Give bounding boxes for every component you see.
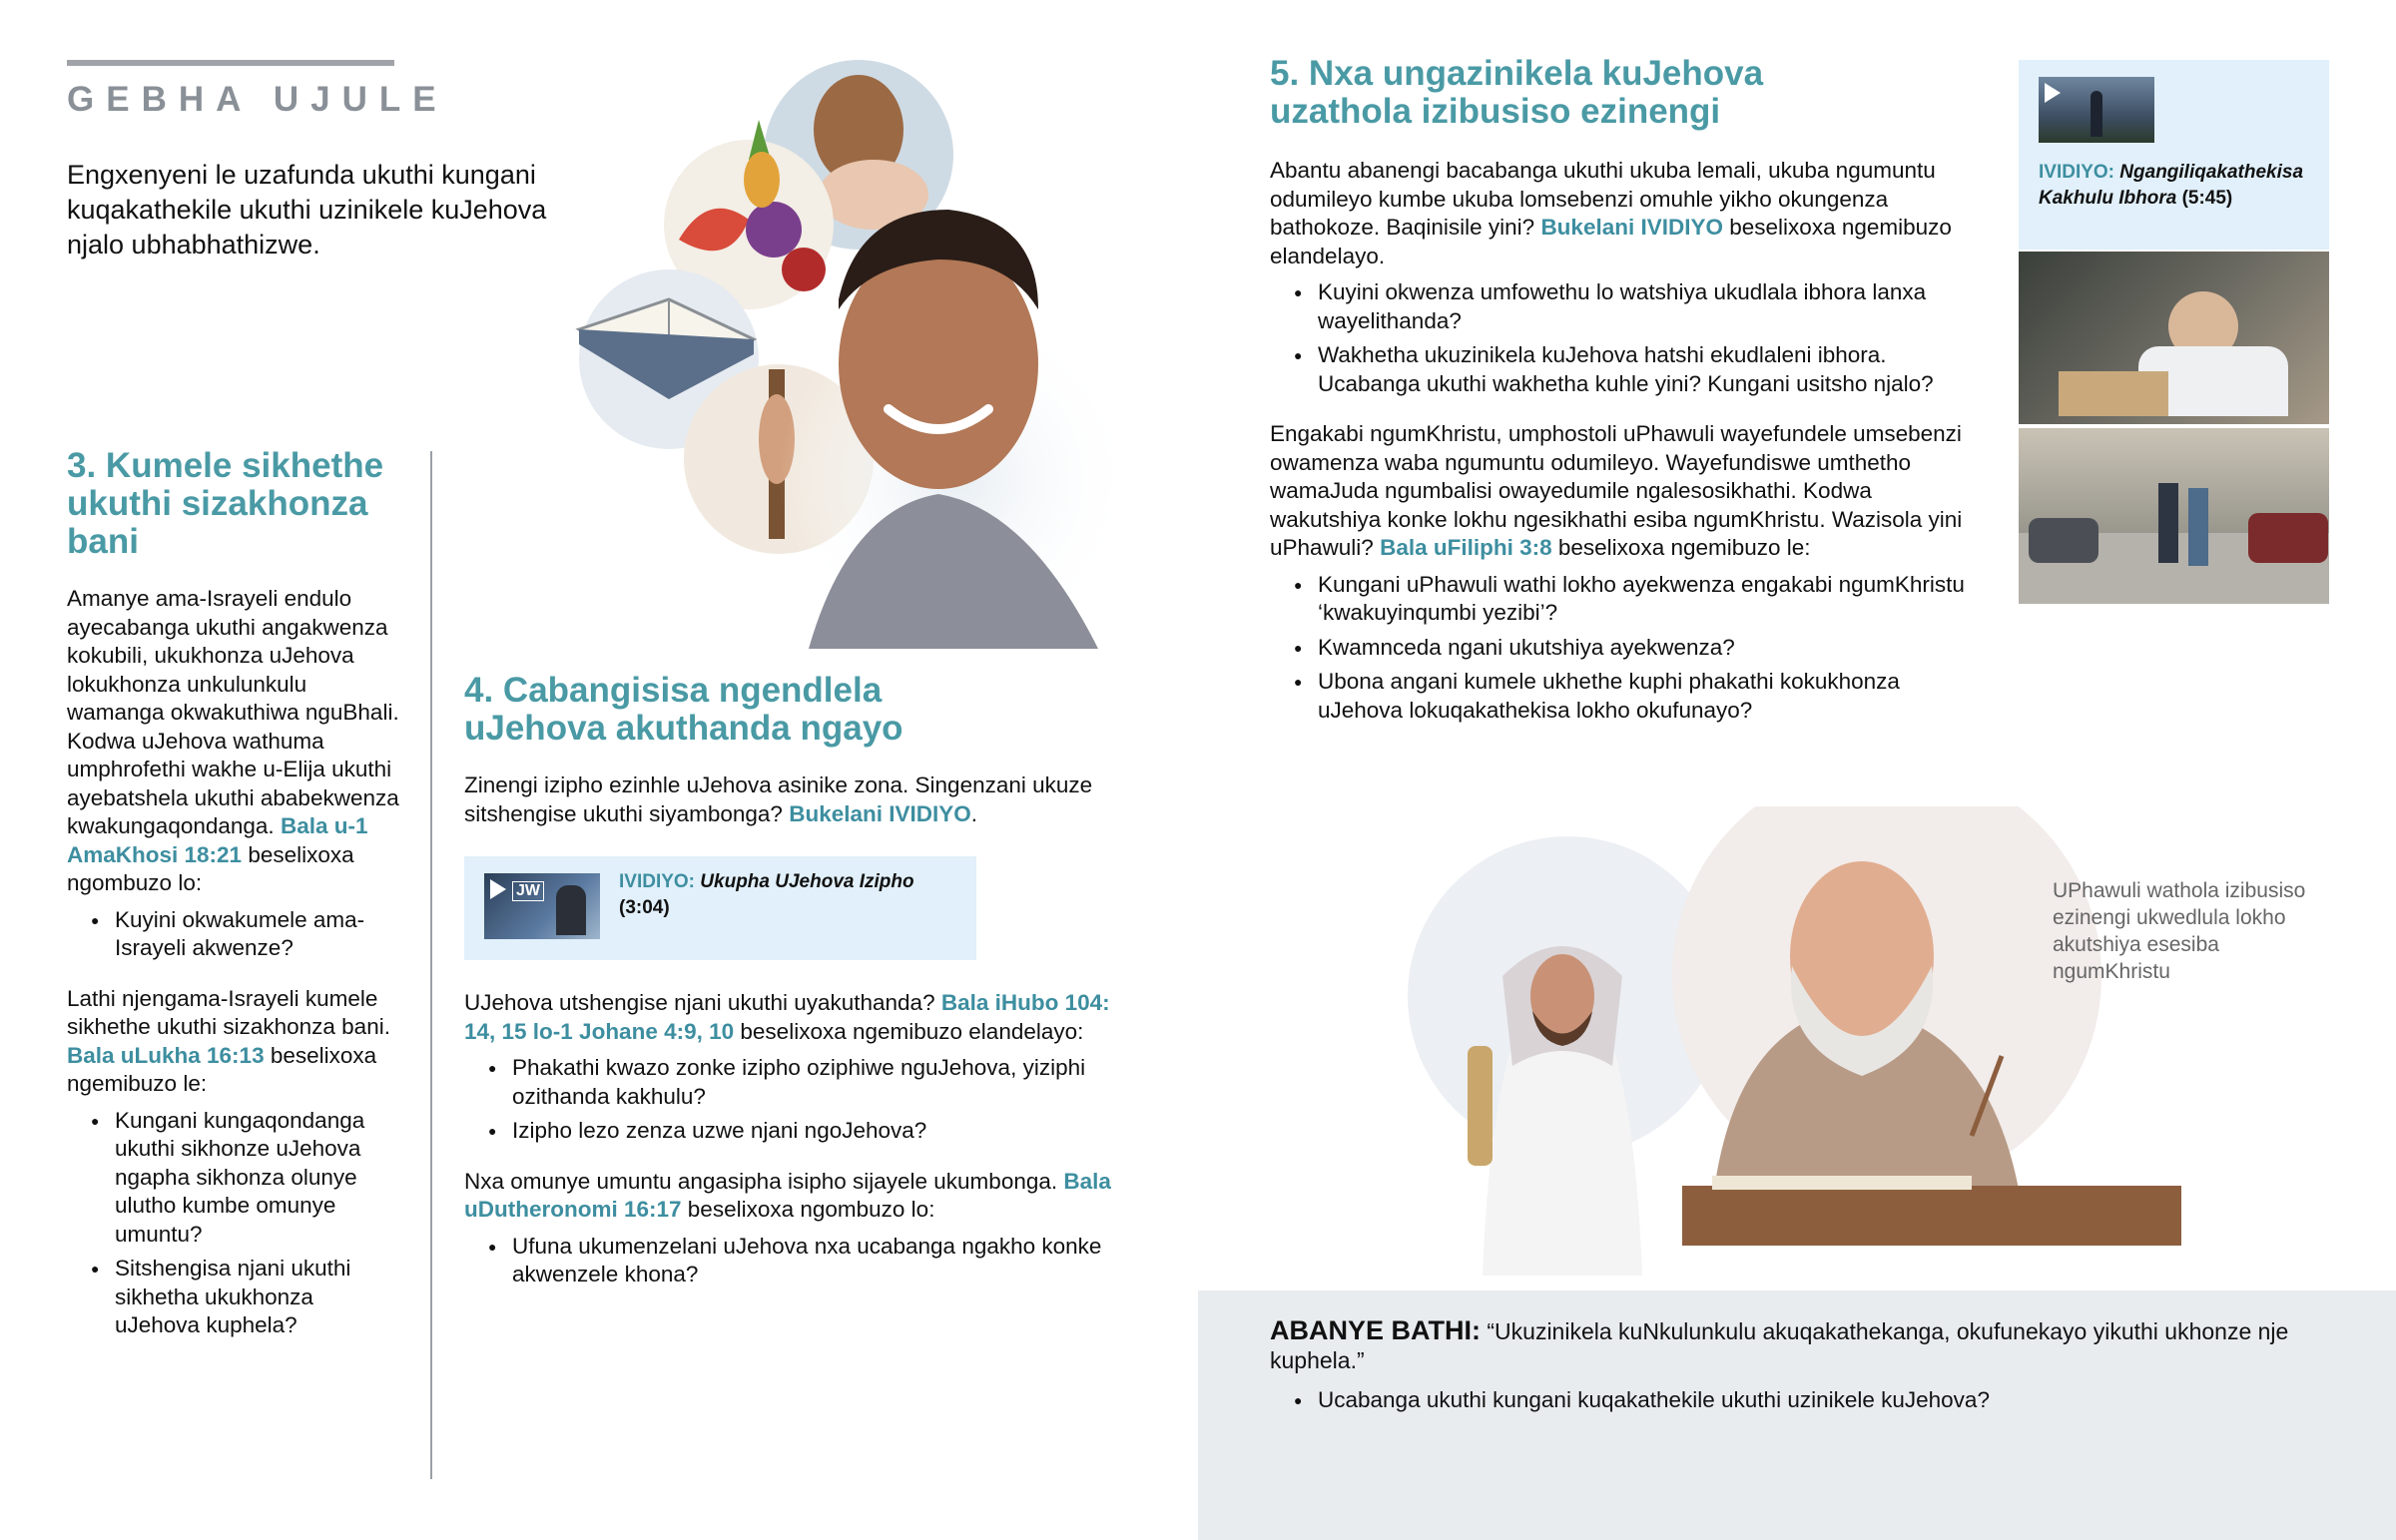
video-label: IVIDIYO: <box>2039 162 2115 183</box>
header-rule <box>67 60 394 66</box>
section5-questions-2 <box>1270 571 1979 726</box>
question-item: ● Kungani kungaqondanga ukuthi sikhonze uJehova ngapha sikhonza olunye ulutho kumbe omunye umuntu? <box>115 1107 401 1250</box>
video-duration: (5:45) <box>2181 188 2233 209</box>
player-figure <box>2091 91 2102 137</box>
section5-title: 5. Nxa ungazinikela kuJehova uzathola izibusiso ezinengi <box>1270 54 1764 131</box>
section4-body-2 <box>464 989 1123 1295</box>
video-label: IVIDIYO: <box>619 871 696 892</box>
section3-p2: Lathi njengama-Israyeli kumele sikhethe ukuthi sizakhonza bani. <box>67 985 390 1039</box>
section5-p2: Engakabi ngumKhristu, umphostoli uPhawuli wayefundele umsebenzi owamenza waba ngumuntu odumileyo. Wayefundiswe umthetho wamaJuda ngumbalisi owayedumile ngalesosikhathi. Kodwa wakutshiya konke lokhu ngesikhathi esiba ngumKhristu. Wazisola yini uPhawuli? <box>1270 421 1963 560</box>
section4-p2-scripture-link[interactable]: Bala iHubo 104: 14, 15 lo-1 Johane 4:9, 10 <box>464 990 1110 1044</box>
question-item: ● Ubona angani kumele ukhethe kuphi phakathi kokukhonza uJehova lokuqakathekisa lokho okufunayo? <box>1318 668 1979 725</box>
presenter-figure <box>556 885 586 935</box>
section5-questions-1 <box>1270 278 1979 398</box>
section3-p2-end: beselixoxa ngemibuzo le: <box>67 1042 377 1096</box>
section4-p3-scripture-link[interactable]: Bala uDutheronomi 16:17 <box>464 1168 1111 1222</box>
video-duration: (3:04) <box>619 897 670 918</box>
section4-p2-end: beselixoxa ngemibuzo elandelayo: <box>740 1018 1084 1044</box>
section4-questions-1 <box>464 1054 1123 1146</box>
section3-p1-end: beselixoxa ngombuzo lo: <box>67 841 354 895</box>
section5-body <box>1270 157 1979 731</box>
section5-video-link[interactable]: Bukelani IVIDIYO <box>1540 215 1723 240</box>
section4-body: Zinengi izipho ezinhle uJehova asinike zona. Singenzani ukuze sitshengise ukuthi siyambonga? Bukelani IVIDIYO. <box>464 772 1093 826</box>
video-thumbnail[interactable] <box>484 873 600 939</box>
question-item: ● Ufuna ukumenzelani uJehova nxa ucabanga ngakho konke akwenzele khona? <box>512 1233 1123 1289</box>
question-item: ● Kungani uPhawuli wathi lokho ayekwenza engakabi ngumKhristu ‘kwakuyinqumbi yezibi’? <box>1318 571 1979 628</box>
section3-body <box>67 585 401 1346</box>
section5-p1-end: beselixoxa ngemibuzo elandelayo. <box>1270 215 1952 268</box>
section3-p2-scripture-link[interactable]: Bala uLukha 16:13 <box>67 1042 265 1068</box>
footer-label: ABANYE BATHI: <box>1270 1315 1481 1345</box>
section4-video-card[interactable] <box>464 856 976 960</box>
question-item: ● Kuyini okwenza umfowethu lo watshiya ukudlala ibhora lanxa wayelithanda? <box>1318 278 1979 335</box>
question-item: ● Phakathi kwazo zonke izipho oziphiwe nguJehova, yiziphi ozithanda kakhulu? <box>512 1054 1123 1111</box>
section3-title: 3. Kumele sikhethe ukuthi sizakhonza bani <box>67 446 384 561</box>
question-item: ● Sitshengisa njani ukuthi sikhetha ukukhonza uJehova kuphela? <box>115 1255 401 1340</box>
question-item: ● Wakhetha ukuzinikela kuJehova hatshi ekudlaleni ibhora. Ucabanga ukuthi wakhetha kuhle yini? Kungani usitsho njalo? <box>1318 341 1979 398</box>
section4-video-link[interactable]: Bukelani IVIDIYO <box>789 800 971 826</box>
footer-quote: “Ukuzinikela kuNkulunkulu akuqakathekanga, okufunekayo yikuthi ukhonze nje kuphela.” <box>1270 1318 2289 1373</box>
photo-street-scene <box>2019 428 2329 604</box>
intro-text: Engxenyeni le uzafunda ukuthi kungani kuqakathekile ukuthi uzinikele kuJehova njalo ubhabhathizwe. <box>67 160 547 259</box>
photo-man-at-laptop <box>2019 252 2329 424</box>
question-item: ● Izipho lezo zenza uzwe njani ngoJehova? <box>512 1117 1123 1146</box>
section4-p2: UJehova utshengise njani ukuthi uyakuthanda? <box>464 990 935 1015</box>
section3-p1-scripture-link[interactable]: Bala u-1 AmaKhosi 18:21 <box>67 813 368 867</box>
section3-questions-1 <box>67 906 401 963</box>
section5-p2-end: beselixoxa ngemibuzo le: <box>1557 535 1811 560</box>
question-item: ● Kwamnceda ngani ukutshiya ayekwenza? <box>1318 634 1979 663</box>
section5-p1: Abantu abanengi bacabanga ukuthi ukuba lemali, ukuba ngumuntu odumileyo kumbe ukuba lomsebenzi omuhle yikho okungenza bathokoze. Baqinisile yini? <box>1270 158 1936 240</box>
section5-p2-scripture-link[interactable]: Bala uFiliphi 3:8 <box>1380 535 1552 560</box>
section4-p1: Zinengi izipho ezinhle uJehova asinike zona. Singenzani ukuze sitshengise ukuthi siyambonga? <box>464 772 1093 826</box>
section4-questions-2 <box>464 1233 1123 1289</box>
question-item: ● Ucabanga ukuthi kungani kuqakathekile ukuthi uzinikele kuJehova? <box>1318 1386 2376 1415</box>
paul-caption: UPhawuli wathola izibusiso ezinengi ukwedlula lokho akutshiya esesiba ngumKhristu <box>2053 879 2306 983</box>
collage-illustration <box>559 40 1178 659</box>
play-icon[interactable] <box>490 879 506 899</box>
question-item: ● Kuyini okwakumele ama-Israyeli akwenze? <box>115 906 401 963</box>
kicker: GEBHA UJULE <box>67 80 448 119</box>
video-title[interactable]: Ngangiliqakathekisa Kakhulu Ibhora <box>2039 162 2304 209</box>
play-icon[interactable] <box>2045 83 2061 103</box>
section3-questions-2 <box>67 1107 401 1340</box>
footer-questions <box>1270 1386 2376 1421</box>
section5-video-card[interactable] <box>2019 60 2329 250</box>
jw-logo: JW <box>512 881 544 901</box>
section4-p3-end: beselixoxa ngombuzo lo: <box>687 1197 935 1222</box>
video-thumbnail[interactable] <box>2039 77 2154 143</box>
footer-box <box>1198 1290 2396 1540</box>
section4-title: 4. Cabangisisa ngendlela uJehova akuthanda ngayo <box>464 671 903 748</box>
column-divider <box>430 451 432 1479</box>
video-title[interactable]: Ukupha UJehova Izipho <box>700 871 914 892</box>
section4-p3: Nxa omunye umuntu angasipha isipho sijayele ukumbonga. <box>464 1168 1058 1194</box>
section3-p1: Amanye ama-Israyeli endulo ayecabanga ukuthi angakwenza kokubili, ukukhonza uJehova lokukhonza unkulunkulu wamanga okwakuthiwa nguBhali. Kodwa uJehova wathuma umphrofethi wakhe u-Elija ukuthi ayebatshela ukuthi ababekwenza kwakungaqondanga. <box>67 586 399 838</box>
